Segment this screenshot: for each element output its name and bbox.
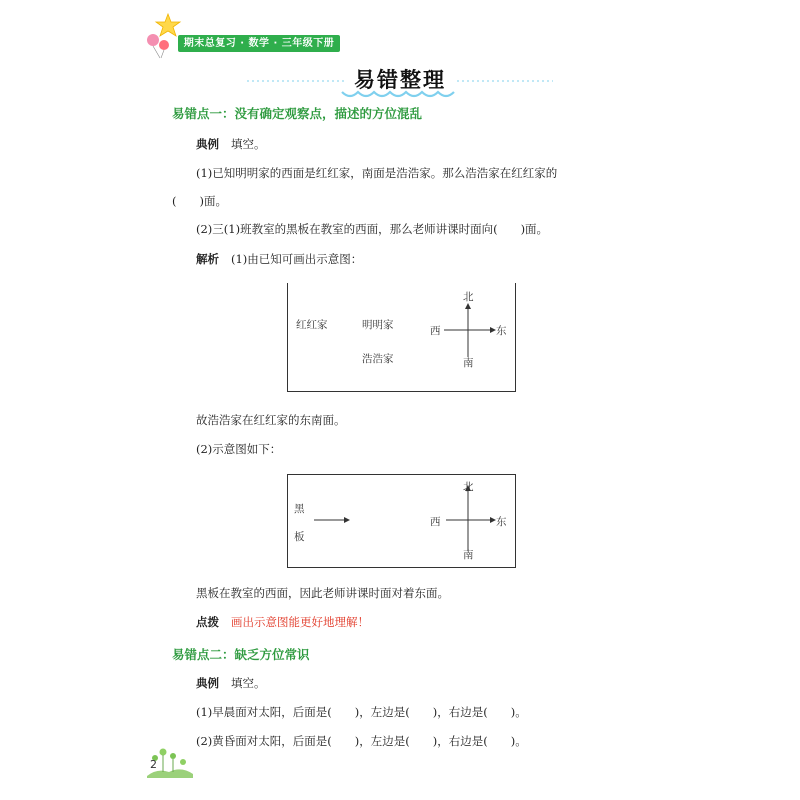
section1-example	[196, 136, 266, 152]
west-label: 西	[430, 325, 441, 337]
conclusion-1: 故浩浩家在红红家的东南面。	[196, 413, 346, 427]
tip	[196, 614, 369, 630]
analysis	[196, 251, 362, 267]
right-wave-icon	[455, 76, 555, 86]
tip-text: 画出示意图能更好地理解！	[231, 615, 369, 629]
analysis-intro: (1)由已知可画出示意图：	[231, 252, 363, 266]
example-text: 填空。	[231, 676, 266, 690]
section1-heading: 易错点一：没有确定观察点，描述的方位混乱	[172, 106, 423, 121]
page-number: 2	[150, 758, 157, 771]
section1-q2: (2)三(1)班教室的黑板在教室的西面，那么老师讲课时面向( )面。	[196, 222, 549, 236]
section1-q1-line2: ( )面。	[172, 194, 227, 208]
east-label: 东	[496, 325, 507, 337]
diagram-2	[287, 474, 516, 568]
south-label: 南	[463, 357, 474, 369]
example-label: 典例	[196, 676, 219, 690]
north-label: 北	[463, 291, 474, 303]
section2-q2: (2)黄昏面对太阳，后面是( )，左边是( )，右边是( )。	[196, 734, 527, 748]
example-text: 填空。	[231, 137, 266, 151]
tip-label: 点拨	[196, 615, 219, 629]
example-label: 典例	[196, 137, 219, 151]
analysis-label: 解析	[196, 252, 219, 266]
hao-home-label: 浩浩家	[362, 353, 394, 365]
west-label: 西	[430, 516, 441, 528]
board-label-1: 黑	[294, 503, 305, 515]
section2-q1: (1)早晨面对太阳，后面是( )，左边是( )，右边是( )。	[196, 705, 527, 719]
diagram-1	[287, 283, 516, 392]
section2-heading: 易错点二：缺乏方位常识	[172, 647, 310, 662]
section2-example	[196, 675, 266, 691]
north-label: 北	[463, 481, 474, 493]
south-label: 南	[463, 549, 474, 561]
left-wave-icon	[245, 76, 353, 86]
section1-q1-line1: (1)已知明明家的西面是红红家，南面是浩浩家。那么浩浩家在红红家的	[196, 166, 558, 180]
conclusion-2: 黑板在教室的西面，因此老师讲课时面对着东面。	[196, 586, 449, 600]
red-home-label: 红红家	[296, 319, 328, 331]
q2-intro: (2)示意图如下：	[196, 442, 282, 456]
title-banner	[245, 60, 555, 104]
board-label-2: 板	[294, 531, 305, 543]
facing-arrow-icon	[312, 515, 352, 525]
ming-home-label: 明明家	[362, 319, 394, 331]
page-title: 易错整理	[354, 68, 446, 92]
east-label: 东	[496, 516, 507, 528]
header-bar: 期末总复习 · 数学 · 三年级下册	[178, 35, 340, 52]
